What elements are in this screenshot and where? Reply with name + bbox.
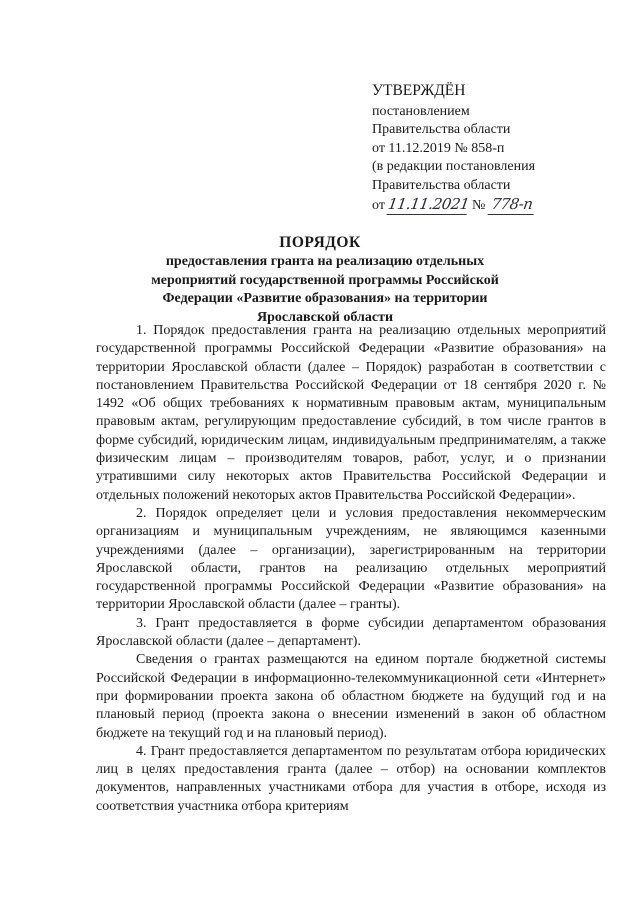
paragraph-3-details: Сведения о грантах размещаются на едином портале бюджетной системы Российской Федерации в информационно-телекоммуникационной сети «Интернет» при формировании проекта закона об областном бюджете на будущий год и на плановый период (проекта закона о внесении изменений в закон об областном бюджете на текущий год и на плановый период). [96,652,606,741]
number-prefix: № [471,198,486,213]
document-subtitle: предоставления гранта на реализацию отдельных мероприятий государственной программы Российской Федерации «Развитие образования» на территории Ярославской области [151,254,499,325]
approval-line-5: Правительства области [372,177,511,193]
handwritten-date: 11.11.2021 [387,195,471,213]
approval-line-1: постановлением [372,103,470,119]
date-prefix: от [372,198,385,213]
approval-line-2: Правительства области [372,122,511,137]
paragraph-4: 4. Грант предоставляется департаментом по результатам отбора юридических лиц в целях предоставления гранта (далее – отбор) на основании комплектов документов, направленных участниками отбора для участия в отборе, исходя из соответствия участника отбора критериям [96,743,606,814]
paragraph-3: 3. Грант предоставляется в форме субсидии департаментом образования Ярославской области (далее – департамент). [96,615,606,650]
approval-line-3: от 11.12.2019 № 858-п [372,140,505,156]
approval-line-4: (в редакции постановления [372,159,536,174]
approval-heading: УТВЕРЖДЁН [372,82,466,99]
paragraph-1: 1. Порядок предоставления гранта на реализацию отдельных мероприятий государственной программы Российской Федерации «Развитие образования» на территории Ярославской области (далее – Порядок) разработан в соответствии с постановлением Правительства Российской Федерации от 18 сентября 2020 г. № 1492 «Об общих требованиях к нормативным правовым актам, муниципальным правовым актам, регулирующим предоставление субсидий, в том числе грантов в форме субсидий, юридическим лицам, индивидуальным предпринимателям, а также физическим лицам – производителям товаров, работ, услуг, и о признании утратившими силу некоторых актов Правительства Российской Федерации и отдельных положений некоторых актов Правительства Российской Федерации». [96,323,606,503]
document-body [96,322,606,816]
handwritten-number: 778-п [487,195,536,215]
approval-stamp-block [372,82,622,216]
document-title: ПОРЯДОК [279,234,361,251]
paragraph-2: 2. Порядок определяет цели и условия предоставления некоммерческим организациям и муниципальным учреждениям, не являющимся казенными учреждениями (далее – организации), зарегистрированным на территории Ярославской области, грантов на реализацию отдельных мероприятий государственной программы Российской Федерации «Развитие образования» на территории Ярославской области (далее – гранты). [96,505,606,613]
approval-line-6 [372,195,622,216]
